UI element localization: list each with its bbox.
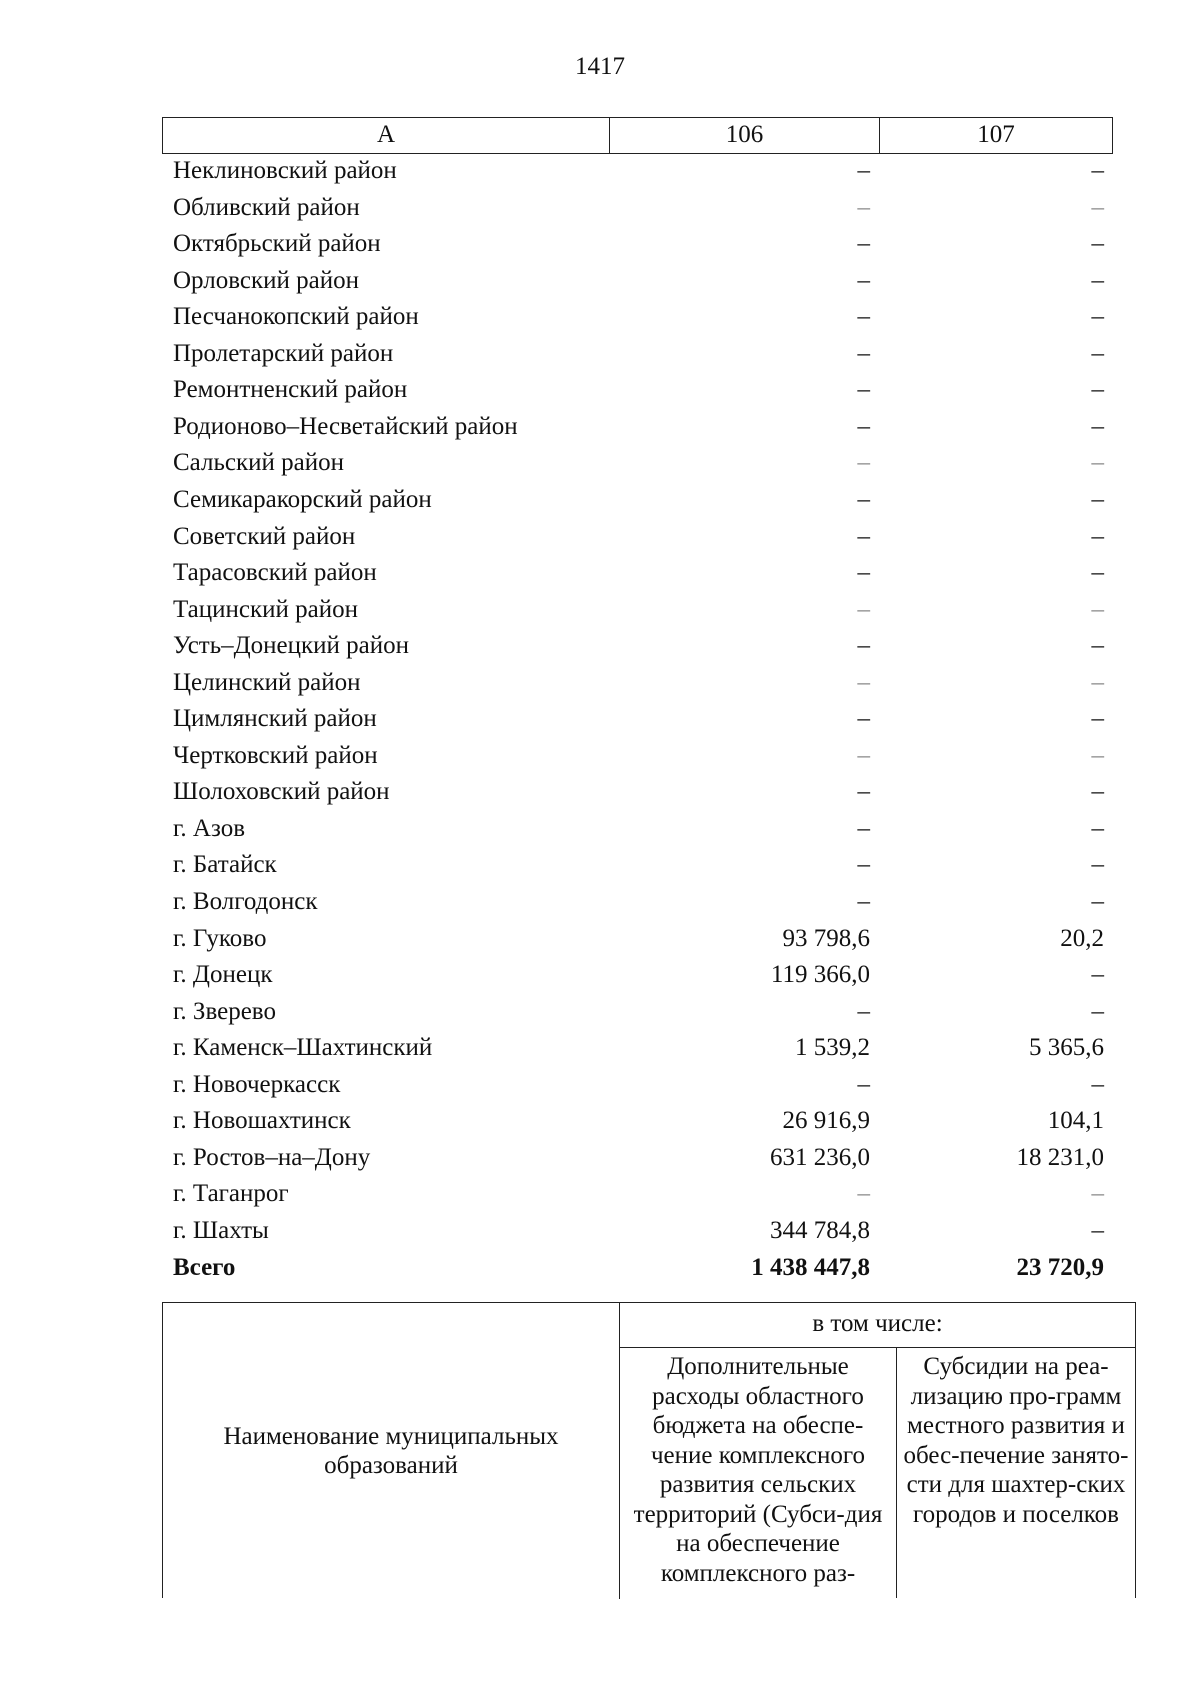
value-col-106: – bbox=[857, 1180, 870, 1208]
value-col-106: 119 366,0 bbox=[770, 961, 870, 989]
mining-towns-subsidy-header: Субсидии на реа-лизацию про-грамм местного развития и обес-печение занято-сти для шахтер-ских городов и поселков bbox=[903, 1353, 1129, 1528]
table-row bbox=[0, 154, 1200, 188]
municipality-name: г. Гуково bbox=[173, 924, 267, 952]
value-col-106: – bbox=[857, 230, 870, 258]
rural-development-header: Дополнительные расходы областного бюджета на обеспе-чение комплексного развития сельских территорий (Субси-дия на обеспечение комплексного раз- bbox=[620, 1348, 897, 1598]
municipality-name: г. Зверево bbox=[173, 997, 276, 1025]
value-col-107: – bbox=[1091, 193, 1104, 221]
value-col-107: – bbox=[1091, 376, 1104, 404]
table-row bbox=[0, 1031, 1200, 1065]
municipality-name: Тацинский район bbox=[173, 595, 358, 623]
value-col-106: – bbox=[857, 595, 870, 623]
next-table-header bbox=[162, 1302, 1136, 1598]
municipality-name: Советский район bbox=[173, 522, 356, 550]
table-row bbox=[0, 1141, 1200, 1175]
municipality-name: г. Ростов–на–Дону bbox=[173, 1143, 371, 1171]
table-row bbox=[0, 1214, 1200, 1248]
value-col-106: – bbox=[857, 668, 870, 696]
table-row bbox=[0, 520, 1200, 554]
value-col-107: – bbox=[1091, 339, 1104, 367]
value-col-107: – bbox=[1091, 814, 1104, 842]
including-header: в том числе: bbox=[620, 1303, 1135, 1348]
value-col-106: 93 798,6 bbox=[782, 924, 870, 952]
value-col-107: – bbox=[1091, 522, 1104, 550]
table-row bbox=[0, 337, 1200, 371]
value-col-106: – bbox=[857, 997, 870, 1025]
table-row bbox=[0, 410, 1200, 444]
municipality-name: Пролетарский район bbox=[173, 339, 394, 367]
value-col-106: – bbox=[857, 741, 870, 769]
table-row bbox=[0, 300, 1200, 334]
table-row bbox=[0, 483, 1200, 517]
value-col-107: – bbox=[1091, 705, 1104, 733]
value-col-106: – bbox=[857, 851, 870, 879]
table-row bbox=[0, 593, 1200, 627]
value-col-107: – bbox=[1091, 997, 1104, 1025]
table-row bbox=[0, 227, 1200, 261]
value-col-107: 5 365,6 bbox=[1029, 1034, 1104, 1062]
municipality-name: г. Азов bbox=[173, 814, 246, 842]
value-col-107: – bbox=[1091, 961, 1104, 989]
value-col-107: 23 720,9 bbox=[1016, 1253, 1104, 1281]
value-col-106: – bbox=[857, 485, 870, 513]
municipality-name: Песчанокопский район bbox=[173, 303, 419, 331]
municipality-name-header-text: Наименование муниципальных образований bbox=[223, 1423, 559, 1479]
value-col-106: – bbox=[857, 1070, 870, 1098]
header-col-107: 107 bbox=[977, 121, 1015, 148]
value-col-106: – bbox=[857, 559, 870, 587]
table-row bbox=[0, 666, 1200, 700]
value-col-106: – bbox=[857, 376, 870, 404]
municipality-name: Тарасовский район bbox=[173, 559, 377, 587]
value-col-107: – bbox=[1091, 559, 1104, 587]
value-col-106: 26 916,9 bbox=[782, 1107, 870, 1135]
table-row bbox=[0, 1104, 1200, 1138]
table-row bbox=[0, 1068, 1200, 1102]
value-col-106: – bbox=[857, 303, 870, 331]
value-col-106: 631 236,0 bbox=[770, 1143, 870, 1171]
value-col-106: – bbox=[857, 412, 870, 440]
municipality-name: Усть–Донецкий район bbox=[173, 632, 410, 660]
municipality-name: г. Новочеркасск bbox=[173, 1070, 341, 1098]
total-label: Всего bbox=[173, 1253, 236, 1281]
value-col-107: 18 231,0 bbox=[1016, 1143, 1104, 1171]
municipality-name: Целинский район bbox=[173, 668, 361, 696]
value-col-106: 1 438 447,8 bbox=[751, 1253, 870, 1281]
value-col-106: 1 539,2 bbox=[795, 1034, 870, 1062]
value-col-106: – bbox=[857, 266, 870, 294]
value-col-106: 344 784,8 bbox=[770, 1216, 870, 1244]
value-col-107: – bbox=[1091, 412, 1104, 440]
table-row bbox=[0, 446, 1200, 480]
municipality-name: Ремонтненский район bbox=[173, 376, 408, 404]
municipality-name: Чертковский район bbox=[173, 741, 378, 769]
municipality-name-header bbox=[163, 1303, 620, 1599]
value-col-107: – bbox=[1091, 741, 1104, 769]
municipality-name: г. Батайск bbox=[173, 851, 277, 879]
municipality-name: Октябрьский район bbox=[173, 230, 381, 258]
municipality-name: Семикаракорский район bbox=[173, 485, 432, 513]
value-col-107: – bbox=[1091, 1070, 1104, 1098]
value-col-107: – bbox=[1091, 668, 1104, 696]
table-row bbox=[0, 995, 1200, 1029]
value-col-107: – bbox=[1091, 157, 1104, 184]
municipality-name: г. Таганрог bbox=[173, 1180, 289, 1208]
table-row bbox=[0, 775, 1200, 809]
value-col-107: – bbox=[1091, 888, 1104, 915]
value-col-107: 104,1 bbox=[1047, 1107, 1104, 1135]
municipality-name: Шолоховский район bbox=[173, 778, 390, 806]
value-col-107: 20,2 bbox=[1060, 924, 1104, 952]
value-col-106: – bbox=[857, 193, 870, 221]
table-row bbox=[0, 958, 1200, 992]
value-col-107: – bbox=[1091, 778, 1104, 806]
value-col-107: – bbox=[1091, 1216, 1104, 1244]
value-col-107: – bbox=[1091, 632, 1104, 660]
municipality-name: г. Шахты bbox=[173, 1216, 269, 1244]
value-col-107: – bbox=[1091, 230, 1104, 258]
table-row bbox=[0, 739, 1200, 773]
value-col-106: – bbox=[857, 522, 870, 550]
table-row bbox=[0, 922, 1200, 956]
value-col-107: – bbox=[1091, 485, 1104, 513]
municipality-name: г. Каменск–Шахтинский bbox=[173, 1034, 433, 1062]
table-row bbox=[0, 848, 1200, 882]
municipality-name: г. Донецк bbox=[173, 961, 273, 989]
value-col-107: – bbox=[1091, 595, 1104, 623]
table-row bbox=[0, 629, 1200, 663]
total-row bbox=[0, 1251, 1200, 1285]
value-col-106: – bbox=[857, 778, 870, 806]
municipality-name: г. Волгодонск bbox=[173, 888, 318, 915]
value-col-106: – bbox=[857, 705, 870, 733]
value-col-106: – bbox=[857, 339, 870, 367]
value-col-106: – bbox=[857, 632, 870, 660]
page-number: 1417 bbox=[575, 53, 625, 80]
table-row bbox=[0, 264, 1200, 298]
value-col-106: – bbox=[857, 888, 870, 915]
value-col-107: – bbox=[1091, 1180, 1104, 1208]
table-row bbox=[0, 885, 1200, 919]
municipality-name: Цимлянский район bbox=[173, 705, 377, 733]
value-col-106: – bbox=[857, 814, 870, 842]
municipality-name: Обливский район bbox=[173, 193, 360, 221]
value-col-106: – bbox=[857, 449, 870, 477]
value-col-106: – bbox=[857, 157, 870, 184]
table-row bbox=[0, 812, 1200, 846]
table-row bbox=[0, 556, 1200, 590]
value-col-107: – bbox=[1091, 303, 1104, 331]
table-row bbox=[0, 1177, 1200, 1211]
column-header-table bbox=[162, 117, 1113, 154]
table-row bbox=[0, 191, 1200, 225]
municipality-name: Родионово–Несветайский район bbox=[173, 412, 518, 440]
municipality-name: Неклиновский район bbox=[173, 157, 397, 184]
header-col-106: 106 bbox=[610, 118, 880, 153]
municipality-name: г. Новошахтинск bbox=[173, 1107, 351, 1135]
value-col-107: – bbox=[1091, 851, 1104, 879]
value-col-107: – bbox=[1091, 449, 1104, 477]
municipality-name: Орловский район bbox=[173, 266, 359, 294]
header-col-a: А bbox=[163, 118, 610, 153]
municipality-name: Сальский район bbox=[173, 449, 344, 477]
value-col-107: – bbox=[1091, 266, 1104, 294]
table-row bbox=[0, 373, 1200, 407]
table-row bbox=[0, 702, 1200, 736]
